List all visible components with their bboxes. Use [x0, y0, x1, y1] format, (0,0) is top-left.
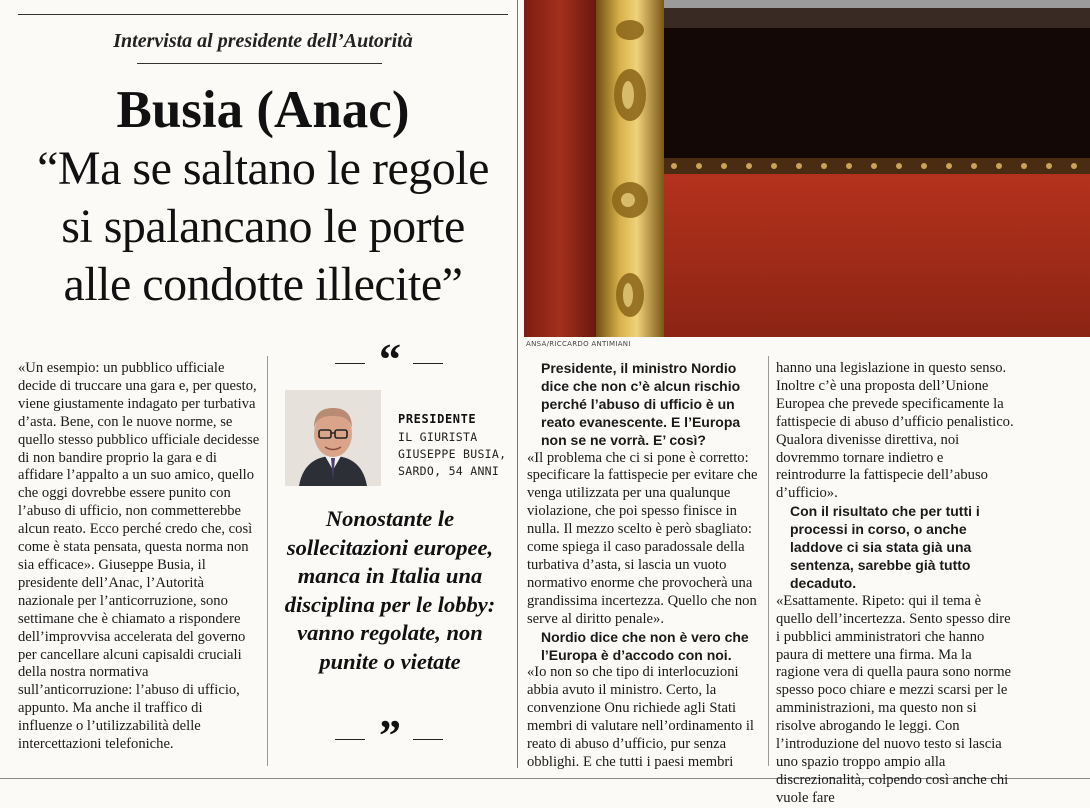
quote-rule-left	[335, 363, 365, 364]
page-column-divider	[517, 0, 518, 768]
close-quote-mark	[335, 711, 443, 760]
top-rule	[18, 14, 508, 15]
profile-line: GIUSEPPE BUSIA,	[398, 447, 507, 461]
profile-role: PRESIDENTE	[398, 412, 477, 426]
open-quote-glyph: “	[379, 335, 401, 384]
avatar	[285, 390, 381, 486]
open-quote-mark	[335, 335, 443, 384]
kicker-rule	[137, 63, 382, 64]
interview-answer: «Esattamente. Ripeto: qui il tema è quello dell’incertezza. Sento spesso dire i pubblici amministratori che hanno paura di mettere una firma. Ma la ragione vera di quella paura sono norme spesso poco chiare e mezzi scarsi per le amministrazioni, ma questo non si risolve abrogando le leggi. Con l’introduzione del nuovo testo si lascia uno spazio troppo ampio alla discrezionalità, colpendo così anche chi vuole fare	[776, 592, 1012, 806]
close-quote-glyph: ”	[379, 711, 401, 760]
article-column-1	[18, 360, 260, 765]
headline-name: Busia (Anac)	[116, 81, 410, 139]
portrait-illustration	[285, 390, 381, 486]
article-photo	[524, 0, 1090, 337]
interview-question: Con il risultato che per tutti i processi in corso, o anche laddove ci sia stata già una sentenza, sarebbe già tutto decaduto.	[790, 503, 980, 591]
quote-rule-right	[413, 739, 443, 740]
article-column-3	[527, 360, 763, 770]
headline-quote-line: si spalancano le porte	[61, 200, 465, 253]
interview-question: Nordio dice che non è vero che l’Europa è d’accodo con noi.	[541, 628, 749, 663]
pull-quote: Nonostante le sollecitazioni europee, manca in Italia una disciplina per le lobby: vanno regolate, non punite o vietate	[284, 506, 496, 674]
interview-question: Presidente, il ministro Nordio dice che non c’è alcun rischio perché l’abuso di ufficio è un reato evanescente. E l’Europa non se ne vorrà. E’ così?	[541, 360, 741, 448]
profile-line: IL GIURISTA	[398, 430, 478, 444]
quote-rule-right	[413, 363, 443, 364]
paragraph: «Un esempio: un pubblico ufficiale decide di truccare una gara e, per questo, viene giustamente indagato per turbativa d’asta. Bene, con le nuove norme, se quello stesso pubblico ufficiale decidesse di non bandire proprio la gara e di affidare l’appalto a un suo amico, quello che oggi dovrebbe essere punito con l’abuso di ufficio, non commetterebbe alcun reato. Ecco perché credo che, così come è stata pensata, questa norma non sia efficace». Giuseppe Busia, il presidente dell’Anac, l’Autorità nazionale per l’anticorruzione, sono settimane che è chiamato a rispondere dell’improvvisa accelerata del governo per cancellare alcuni capisaldi cruciali della nostra normativa sull’anticorruzione: l’abuso di ufficio, appunto. Ma anche il traffico di influenze o l’utilizzabilità delle intercettazioni telefoniche.	[18, 360, 260, 753]
headline-quote-line: alle condotte illecite”	[63, 258, 463, 311]
column-rule	[267, 356, 268, 766]
photo-credit: ANSA/RICCARDO ANTIMIANI	[526, 340, 631, 348]
photo-illustration	[524, 0, 1090, 337]
article-kicker: Intervista al presidente dell’Autorità	[113, 30, 413, 52]
column-rule	[768, 356, 769, 766]
profile-line: SARDO, 54 ANNI	[398, 464, 500, 478]
headline-quote-line: “Ma se saltano le regole	[37, 142, 489, 195]
quote-rule-left	[335, 739, 365, 740]
interview-answer: hanno una legislazione in questo senso. Inoltre c’è una proposta dell’Unione Europea che prevede specificamente la fattispecie di abuso d’ufficio penalistico. Qualora divenisse direttiva, noi dovremmo tornare indietro e reintrodurre la fattispecie dell’abuso d’ufficio».	[776, 360, 1014, 502]
article-column-4	[776, 360, 1016, 806]
interview-answer: «Io non so che tipo di interlocuzioni abbia avuto il ministro. Certo, la convenzione Onu richiede agli Stati membri di valutare nell’ordinamento il reato di abuso d’ufficio, pur senza obblighi. E che tutti i paesi membri	[527, 664, 754, 770]
headline-quote	[18, 140, 508, 314]
interview-answer: «Il problema che ci si pone è corretto: specificare la fattispecie per evitare che venga utilizzata per una qualunque violazione, che poi spesso finisce in nulla. Il mezzo scelto è però sbagliato: come spiega il caso paradossale della turbativa d’asta, si lascia un vuoto normativo enorme che provocherà una grandissima incertezza. Quello che non serve al diritto penale».	[527, 449, 758, 627]
